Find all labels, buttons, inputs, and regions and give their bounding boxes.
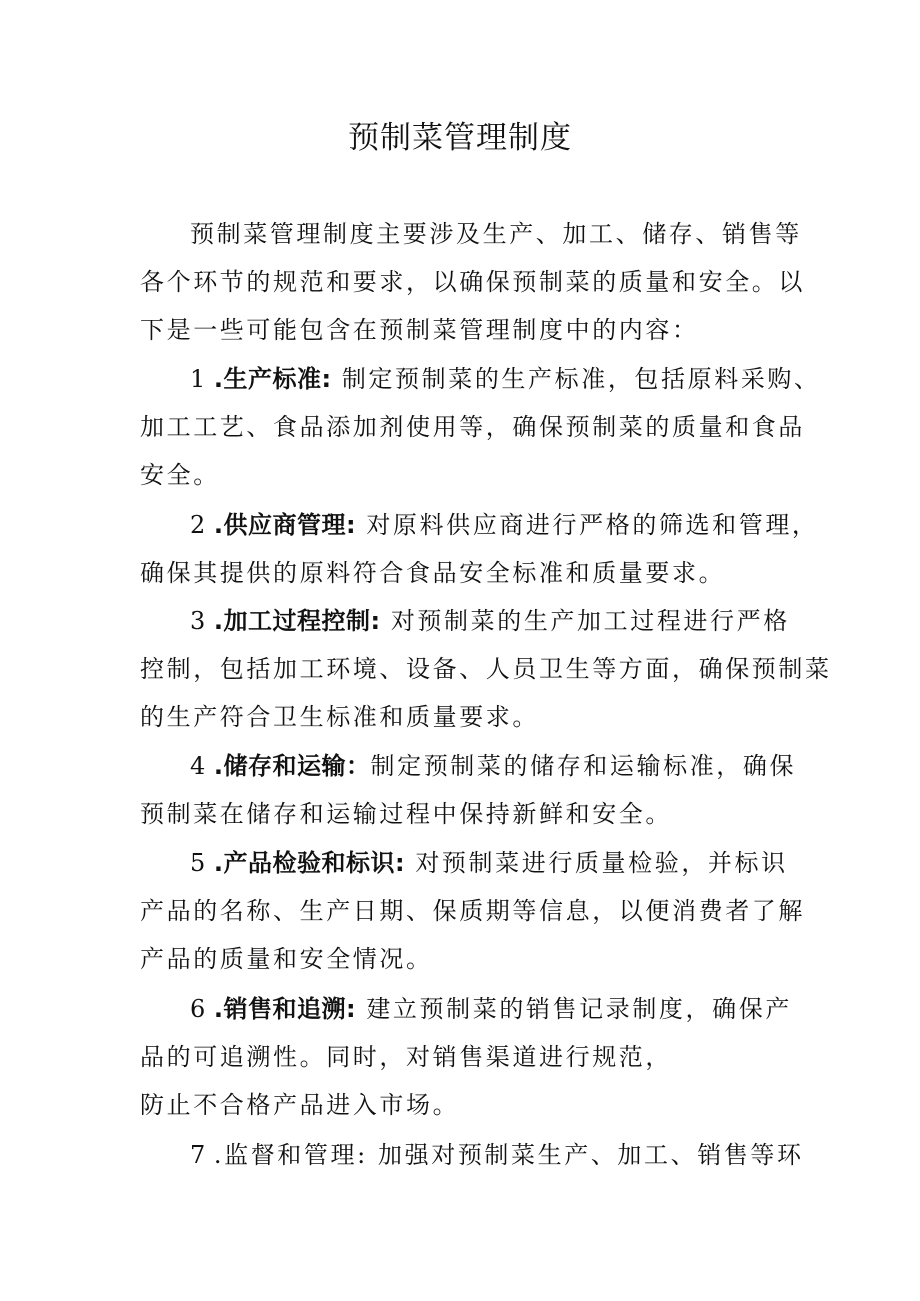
list-item-4 [190,748,805,784]
item-number: 6 [190,995,208,1023]
item-number: 7 [190,1141,208,1169]
item-number: 1 [190,365,208,393]
item-text-line: 防止不合格产品进入市场。 [140,1091,460,1119]
item-text-line: 控制，包括加工环境、设备、人员卫生等方面，确保预制菜 [140,655,832,683]
item-text-line: 安全。 [140,461,220,489]
item-text-line: 确保其提供的原料符合食品安全标准和质量要求。 [140,559,726,587]
item-heading: .监督和管理: [213,1141,368,1169]
item-text-line: 产品的质量和安全情况。 [140,945,433,973]
item-heading: .生产标准: [213,365,332,393]
intro-line: 下是一些可能包含在预制菜管理制度中的内容： [140,316,699,344]
list-item-5 [190,845,805,881]
item-text: 对预制菜的生产加工过程进行严格 [380,607,790,635]
item-heading: .供应商管理: [213,511,357,539]
item-number: 3 [190,607,208,635]
item-heading: .销售和追溯: [213,995,357,1023]
item-text-line: 加工工艺、食品添加剂使用等，确保预制菜的质量和食品 [140,413,805,441]
list-item-3 [190,603,805,639]
item-text: 对原料供应商进行严格的筛选和管理， [356,511,819,539]
item-heading: .加工过程控制: [213,607,381,635]
intro-line: 各个环节的规范和要求，以确保预制菜的质量和安全。以 [140,268,805,296]
item-text-line: 品的可追溯性。同时，对销售渠道进行规范， [140,1043,672,1071]
item-text-line: 产品的名称、生产日期、保质期等信息，以便消费者了解 [140,897,805,925]
item-text-line: 的生产符合卫生标准和质量要求。 [140,703,539,731]
item-text: 加强对预制菜生产、加工、销售等环 [367,1141,804,1169]
document-title: 预制菜管理制度 [348,120,572,156]
list-item-7 [190,1137,805,1173]
list-item-6 [190,991,805,1027]
item-number: 5 [190,849,208,877]
list-item-2 [190,507,819,543]
item-text: 建立预制菜的销售记录制度，确保产 [356,995,792,1023]
item-text: 制定预制菜的储存和运输标准，确保 [370,752,797,780]
intro-line: 预制菜管理制度主要涉及生产、加工、储存、销售等 [190,220,802,248]
item-text: 制定预制菜的生产标准，包括原料采购、 [331,365,821,393]
item-heading: .储存和运输： [213,752,371,780]
item-text-line: 预制菜在储存和运输过程中保持新鲜和安全。 [140,800,672,828]
item-heading: .产品检验和标识: [213,849,406,877]
item-number: 2 [190,511,208,539]
list-item-1 [190,361,821,397]
item-number: 4 [190,752,208,780]
item-text: 对预制菜进行质量检验，并标识 [405,849,788,877]
